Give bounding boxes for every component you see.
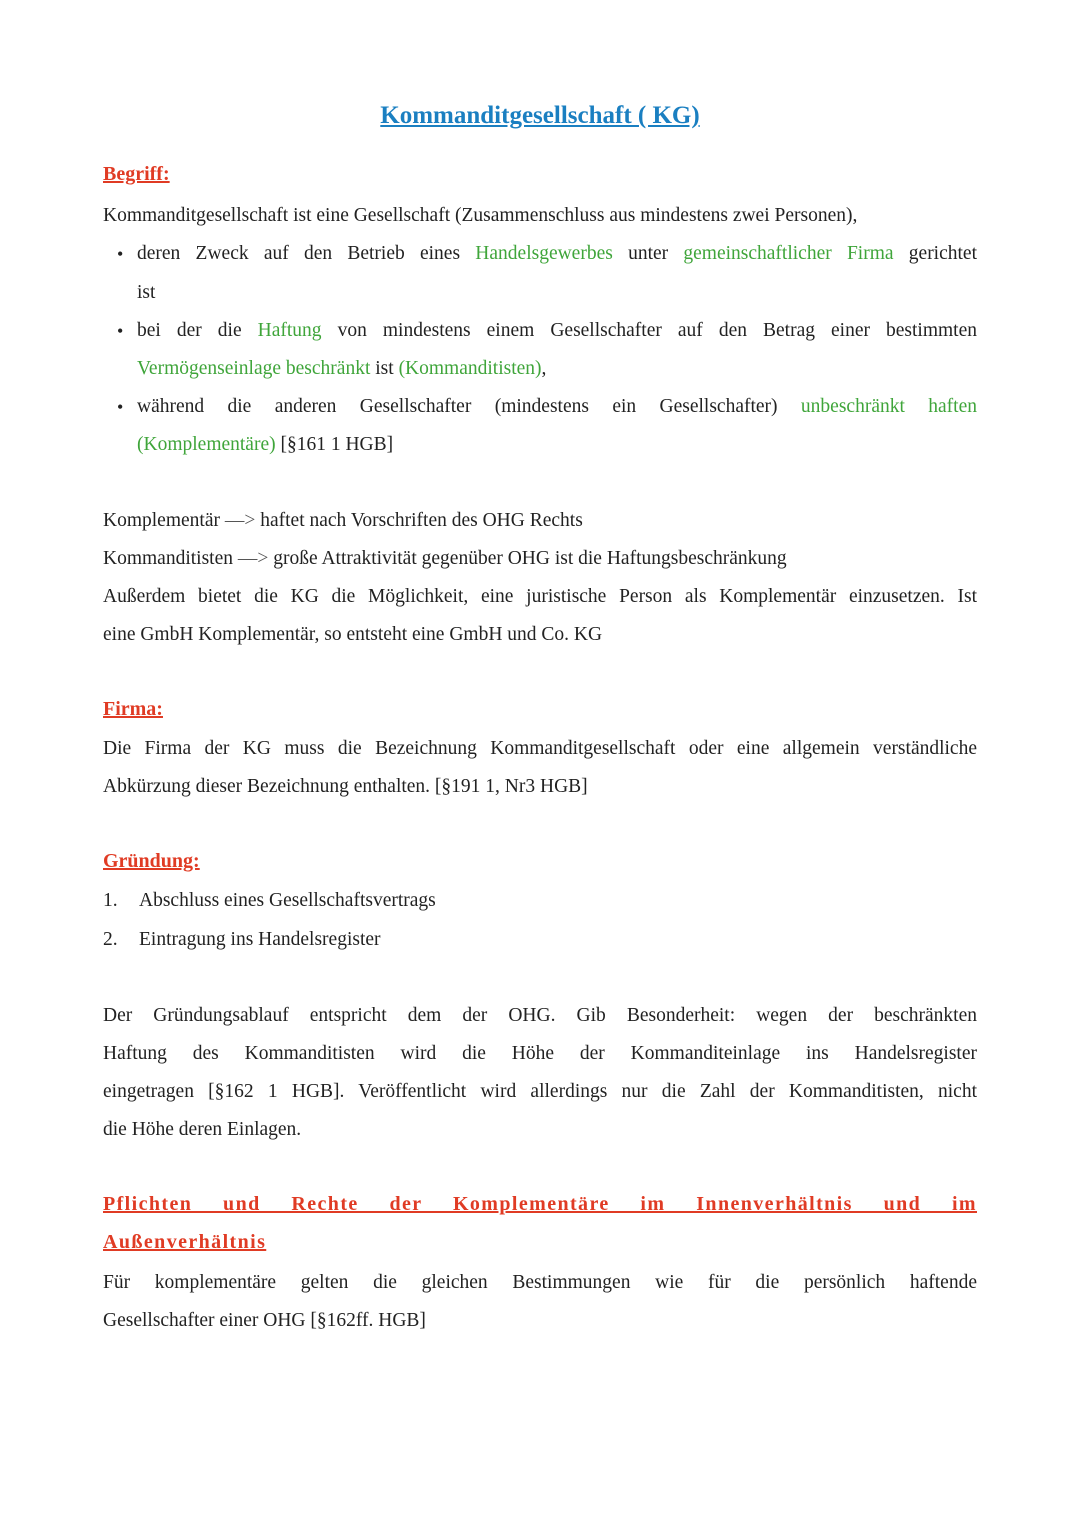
note-komplementaer: Komplementär —> haftet nach Vorschriften des OHG Rechts xyxy=(103,510,583,531)
gruendung-para-line-2: Haftung des Kommanditisten wird die Höhe der Kommanditeinlage ins Handelsregister xyxy=(103,1043,977,1064)
begriff-intro: Kommanditgesellschaft ist eine Gesellschaft (Zusammenschluss aus mindestens zwei Personen), xyxy=(103,205,858,226)
heading-pflichten-line-1: Pflichten und Rechte der Komplementäre im Innenverhältnis und im xyxy=(103,1193,977,1215)
note-paragraph-line-1: Außerdem bietet die KG die Möglichkeit, eine juristische Person als Komplementär einzusetzen. Ist xyxy=(103,586,977,607)
pflichten-line-1: Für komplementäre gelten die gleichen Bestimmungen wie für die persönlich haftende xyxy=(103,1272,977,1293)
begriff-bullet-1-cont: ist xyxy=(137,282,156,303)
list-item-number: 2. xyxy=(103,929,118,950)
list-item: Eintragung ins Handelsregister xyxy=(139,929,381,950)
document-title: Kommanditgesellschaft ( KG) xyxy=(380,102,700,129)
gruendung-para-line-3: eingetragen [§162 1 HGB]. Veröffentlicht wird allerdings nur die Zahl der Kommanditisten, nicht xyxy=(103,1081,977,1102)
note-kommanditisten: Kommanditisten —> große Attraktivität gegenüber OHG ist die Haftungsbeschränkung xyxy=(103,548,787,569)
bullet-icon: • xyxy=(117,397,124,417)
arrow-right-icon: —> xyxy=(224,510,256,531)
note-paragraph-line-2: eine GmbH Komplementär, so entsteht eine GmbH und Co. KG xyxy=(103,624,603,645)
list-item-number: 1. xyxy=(103,890,118,911)
arrow-right-icon: —> xyxy=(237,548,269,569)
begriff-bullet-2: bei der die Haftung von mindestens einem Gesellschafter auf den Betrag einer bestimmten xyxy=(137,320,978,341)
gruendung-para-line-4: die Höhe deren Einlagen. xyxy=(103,1119,302,1140)
begriff-bullet-3-cont: (Komplementäre) [§161 1 HGB] xyxy=(137,434,394,455)
firma-line-1: Die Firma der KG muss die Bezeichnung Kommanditgesellschaft oder eine allgemein verständliche xyxy=(103,738,977,759)
begriff-bullet-1: deren Zweck auf den Betrieb eines Handelsgewerbes unter gemeinschaftlicher Firma gerichtet xyxy=(137,243,977,264)
firma-line-2: Abkürzung dieser Bezeichnung enthalten. [§191 1, Nr3 HGB] xyxy=(103,776,588,797)
bullet-icon: • xyxy=(117,244,124,264)
begriff-bullet-3: während die anderen Gesellschafter (mindestens ein Gesellschafter) unbeschränkt haften xyxy=(137,396,977,417)
pflichten-line-2: Gesellschafter einer OHG [§162ff. HGB] xyxy=(103,1310,426,1331)
list-item: Abschluss eines Gesellschaftsvertrags xyxy=(139,890,436,911)
gruendung-para-line-1: Der Gründungsablauf entspricht dem der OHG. Gib Besonderheit: wegen der beschränkten xyxy=(103,1005,977,1026)
heading-firma: Firma: xyxy=(103,698,163,720)
heading-begriff: Begriff: xyxy=(103,163,170,185)
heading-gruendung: Gründung: xyxy=(103,850,200,872)
begriff-bullet-2-cont: Vermögenseinlage beschränkt ist (Kommanditisten), xyxy=(137,358,547,379)
heading-pflichten-line-2: Außenverhältnis xyxy=(103,1231,267,1253)
bullet-icon: • xyxy=(117,321,124,341)
